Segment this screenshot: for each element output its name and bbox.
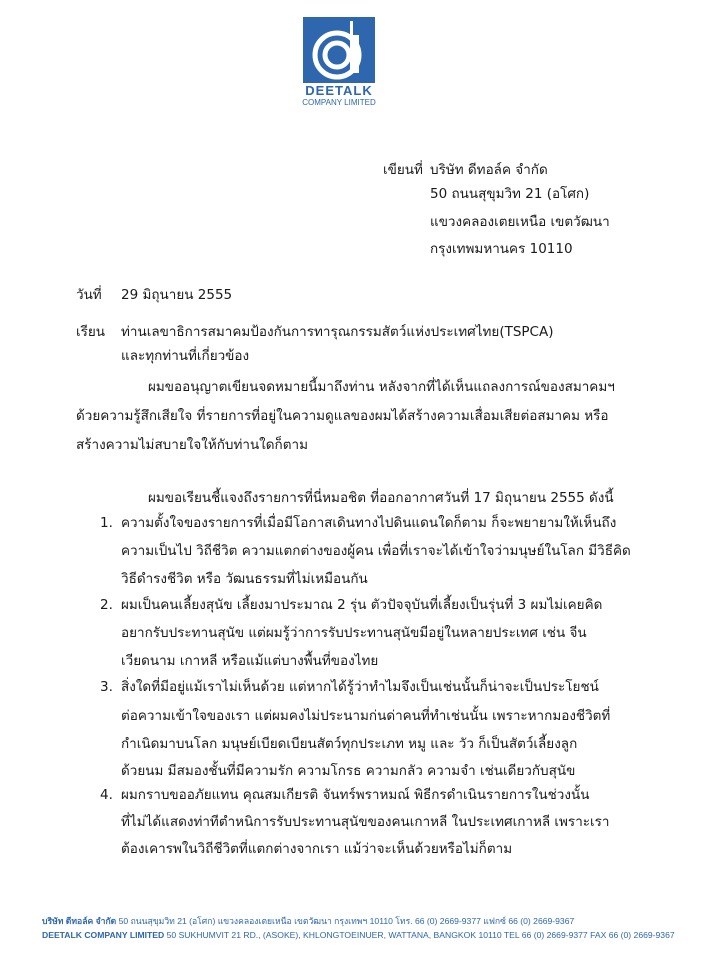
paragraph-line: ด้วยความรู้สึกเสียใจ ที่รายการที่อยู่ในความดูแลของผมได้สร้างความเสื่อมเสียต่อสมาคม หรือ (76, 408, 609, 424)
recipient-line: ท่านเลขาธิการสมาคมป้องกันการทารุณกรรมสัตว์แห่งประเทศไทย(TSPCA) (121, 324, 554, 340)
footer-english-address: 50 SUKHUMVIT 21 RD., (ASOKE), KHLONGTOEINUER, WATTANA, BANGKOK 10110 TEL 66 (0) 2669-9377 FAX 66 (0) 2669-9367 (166, 930, 675, 940)
item-line: ผมกราบขออภัยแทน คุณสมเกียรติ จันทร์พราหมณ์ พิธีกรดำเนินรายการในช่วงนั้น (121, 787, 590, 803)
recipient-label: เรียน (76, 324, 106, 340)
item-line: อยากรับประทานสุนัข แต่ผมรู้ว่าการรับประทานสุนัขมีอยู่ในหลายประเทศ เช่น จีน (121, 625, 587, 641)
sender-line: กรุงเทพมหานคร 10110 (430, 241, 573, 257)
item-line: ที่ไม่ได้แสดงท่าทีตำหนิการรับประทานสุนัขของคนเกาหลี ในประเทศเกาหลี เพราะเรา (121, 814, 610, 830)
logo-subtitle: COMPANY LIMITED (302, 98, 376, 107)
sender-line: บริษัท ดีทอล์ค จำกัด (430, 162, 548, 178)
item-number: 1. (100, 515, 113, 531)
footer-english-company: DEETALK COMPANY LIMITED (42, 930, 165, 940)
item-line: ความตั้งใจของรายการที่เมื่อมีโอกาสเดินทางไปดินแดนใดก็ตาม ก็จะพยายามให้เห็นถึง (121, 515, 617, 531)
item-line: ต่อความเข้าใจของเรา แต่ผมคงไม่ประนามก่นด่าคนที่ทำเช่นนั้น เพราะหากมองชีวิตที่ (121, 708, 611, 724)
date-value: 29 มิถุนายน 2555 (121, 287, 233, 303)
sender-line: แขวงคลองเตยเหนือ เขตวัฒนา (430, 214, 610, 230)
item-number: 2. (100, 597, 113, 613)
item-line: ความเป็นไป วิถีชีวิต ความแตกต่างของผู้คน เพื่อที่เราจะได้เข้าใจว่ามนุษย์ในโลก มีวิธีคิด (121, 543, 631, 559)
paragraph-line: ผมขอเรียนชี้แจงถึงรายการที่นี่หมอชิต ที่ออกอากาศวันที่ 17 มิถุนายน 2555 ดังนี้ (148, 490, 614, 506)
item-line: ผมเป็นคนเลี้ยงสุนัข เลี้ยงมาประมาณ 2 รุ่น ตัวปัจจุบันที่เลี้ยงเป็นรุ่นที่ 3 ผมไม่เคยคิด (121, 597, 603, 613)
sender-label: เขียนที่ (383, 162, 423, 178)
company-logo (292, 17, 386, 107)
item-line: เวียดนาม เกาหลี หรือแม้แต่บางพื้นที่ของไทย (121, 653, 379, 669)
sender-line: 50 ถนนสุขุมวิท 21 (อโศก) (430, 186, 590, 202)
item-number: 4. (100, 787, 113, 803)
item-line: วิธีดำรงชีวิต หรือ วัฒนธรรมที่ไม่เหมือนกัน (121, 571, 368, 587)
recipient-line: และทุกท่านที่เกี่ยวข้อง (121, 348, 250, 364)
footer-thai-company: บริษัท ดีทอล์ค จำกัด (42, 916, 117, 926)
footer-thai-address: 50 ถนนสุขุมวิท 21 (อโศก) แขวงคลองเตยเหนือ เขตวัฒนา กรุงเทพฯ 10110 โทร. 66 (0) 2669-9377 แฟกซ์ 66 (0) 2669-9367 (118, 916, 575, 926)
item-line: ต้องเคารพในวิถีชีวิตที่แตกต่างจากเรา แม้ว่าจะเห็นด้วยหรือไม่ก็ตาม (121, 841, 513, 857)
item-line: ด้วยนม มีสมองชั้นที่มีความรัก ความโกรธ ความกลัว ความจำ เช่นเดียวกับสุนัข (121, 763, 576, 779)
footer-thai (42, 914, 574, 928)
paragraph-line: ผมขออนุญาตเขียนจดหมายนี้มาถึงท่าน หลังจากที่ได้เห็นแถลงการณ์ของสมาคมฯ (148, 379, 615, 395)
item-line: กำเนิดมาบนโลก มนุษย์เบียดเบียนสัตว์ทุกประเภท หมู และ วัว ก็เป็นสัตว์เลี้ยงลูก (121, 736, 578, 752)
item-number: 3. (100, 679, 113, 695)
date-label: วันที่ (76, 287, 102, 303)
logo-mark-icon (303, 17, 375, 83)
paragraph-line: สร้างความไม่สบายใจให้กับท่านใดก็ตาม (76, 437, 308, 453)
logo-name: DEETALK (305, 83, 373, 98)
item-line: สิ่งใดที่มีอยู่แม้เราไม่เห็นด้วย แต่หากได้รู้ว่าทำไมจึงเป็นเช่นนั้นก็น่าจะเป็นประโยชน์ (121, 679, 599, 695)
footer-english (42, 930, 675, 940)
